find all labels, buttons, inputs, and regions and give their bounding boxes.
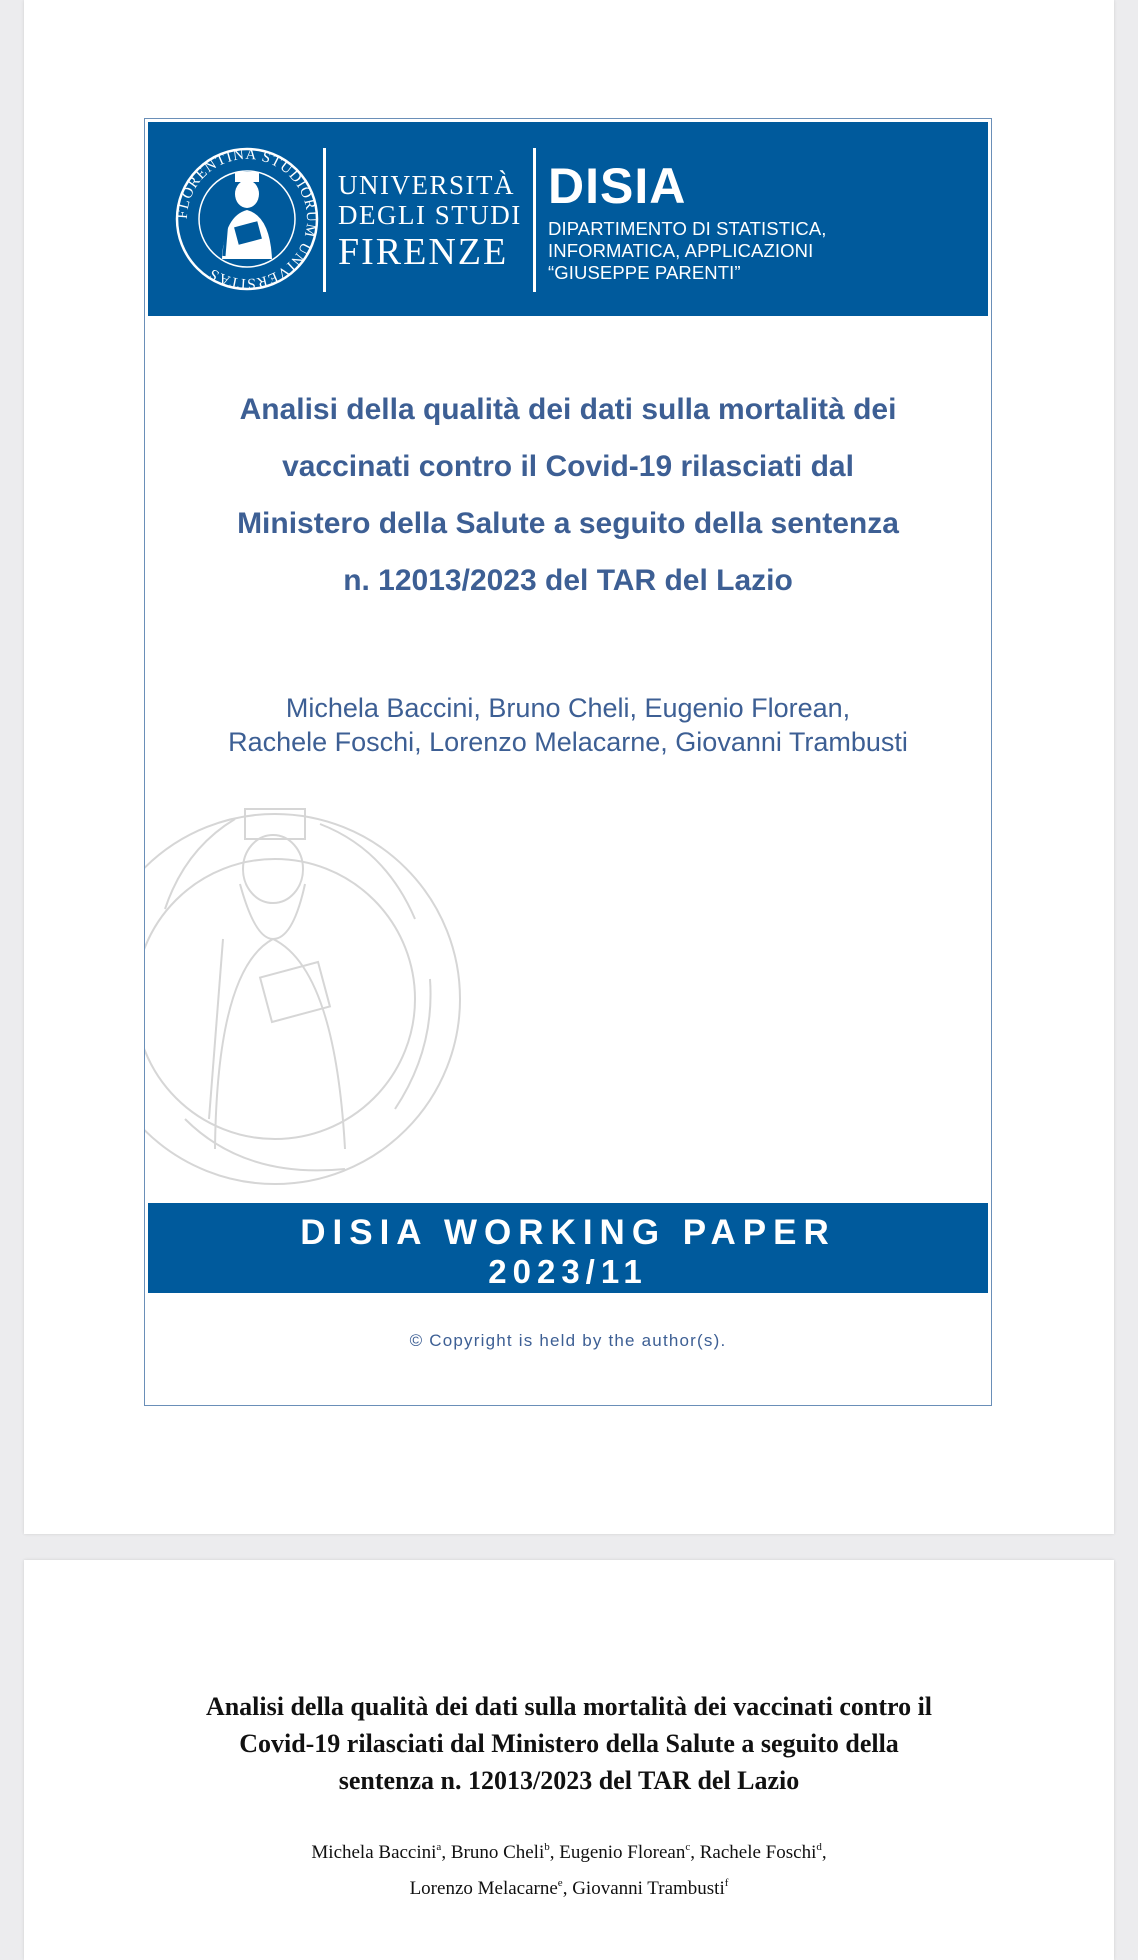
svg-text:FLORENTINA STUDIORUM UNIVERSIT: FLORENTINA STUDIORUM UNIVERSITAS <box>174 146 320 292</box>
university-seal-icon <box>172 144 322 294</box>
university-name-line1: UNIVERSITÀ <box>338 170 515 200</box>
document-page-2 <box>24 1560 1114 1960</box>
authors-line <box>84 1871 1054 1907</box>
department-name-line2: INFORMATICA, APPLICAZIONI <box>548 240 814 261</box>
cover-title-line: Analisi della qualità dei dati sulla mortalità dei <box>239 393 897 426</box>
author-name: Rachele Foschi <box>699 1842 817 1863</box>
cover-authors <box>165 691 971 759</box>
affiliation-mark: b <box>544 1841 550 1853</box>
university-name-line3: FIRENZE <box>338 231 509 273</box>
department-block <box>548 160 827 284</box>
cover-frame <box>144 118 992 1406</box>
header-divider <box>323 148 326 292</box>
author-separator: , <box>441 1842 451 1863</box>
paper-title-line: Analisi della qualità dei dati sulla mortalità dei vaccinati contro il <box>205 1692 933 1721</box>
cover-header-band <box>148 122 988 316</box>
author-name: Michela Baccini <box>311 1842 437 1863</box>
university-name <box>338 170 522 272</box>
affiliation-mark: f <box>724 1877 729 1889</box>
author-separator: , <box>549 1842 560 1863</box>
author-separator: , <box>821 1842 827 1863</box>
series-label: DISIA WORKING PAPER <box>300 1213 836 1252</box>
authors-line <box>84 1835 1054 1871</box>
author-separator: , <box>562 1878 573 1899</box>
cover-title-line: Ministero della Salute a seguito della sentenza <box>237 507 899 540</box>
paper-title-line: Covid-19 rilasciati dal Ministero della Salute a seguito della <box>239 1729 899 1758</box>
affiliation-mark: c <box>685 1841 691 1853</box>
series-number: 2023/11 <box>488 1253 648 1290</box>
department-logo: DISIA <box>548 158 687 214</box>
cover-title <box>185 381 951 609</box>
author-name: Lorenzo Melacarne <box>409 1878 558 1899</box>
paper-title-line: sentenza n. 12013/2023 del TAR del Lazio <box>338 1766 800 1795</box>
paper-title <box>84 1688 1054 1799</box>
cover-authors-line: Michela Baccini, Bruno Cheli, Eugenio Florean, <box>285 693 851 723</box>
university-name-line2: DEGLI STUDI <box>338 200 522 230</box>
author-name: Eugenio Florean <box>559 1842 686 1863</box>
author-name: Giovanni Trambusti <box>572 1878 725 1899</box>
department-name-line1: DIPARTIMENTO DI STATISTICA, <box>548 218 827 239</box>
affiliation-mark: e <box>557 1877 563 1889</box>
paper-authors <box>84 1835 1054 1907</box>
author-separator: , <box>690 1842 700 1863</box>
author-name: Bruno Cheli <box>450 1842 545 1863</box>
department-name <box>548 218 827 284</box>
cover-title-line: vaccinati contro il Covid-19 rilasciati dal <box>282 450 854 483</box>
affiliation-mark: a <box>436 1841 442 1853</box>
affiliation-mark: d <box>816 1841 822 1853</box>
working-paper-band <box>148 1203 988 1293</box>
seal-watermark-icon <box>145 789 475 1189</box>
header-divider <box>533 148 536 292</box>
department-name-line3: “GIUSEPPE PARENTI” <box>548 262 741 283</box>
cover-authors-line: Rachele Foschi, Lorenzo Melacarne, Giovanni Trambusti <box>228 727 908 757</box>
document-page-1 <box>24 0 1114 1534</box>
copyright-notice: © Copyright is held by the author(s). <box>409 1331 727 1350</box>
cover-title-line: n. 12013/2023 del TAR del Lazio <box>343 564 793 597</box>
